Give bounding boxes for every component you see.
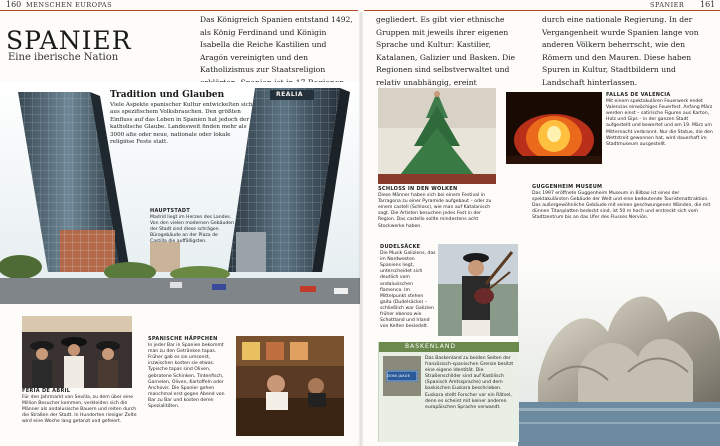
street-sign-text: DONI JAKUE bbox=[387, 374, 411, 378]
tapas-bar-photo bbox=[236, 336, 344, 436]
caption-hauptstadt-text: Madrid liegt im Herzen des Landes. Von den vielen modernen Gebäuden der Stadt sind diese schrägen Bürogebäude an der Plaza de Castilla die auffälligsten. bbox=[150, 215, 235, 245]
left-section-title: MENSCHEN EUROPAS bbox=[26, 1, 113, 9]
caption-schloss-text: Diese Männer haben sich bei einem Festival in Tarragona zu einer Pyramide aufgebaut – oder zu einem castell (Schloss), wie man auf Katalanisch sagt. Die Artisten besuchen jedes Fest in der Region. Das castello sollte mindestens acht Stockwerke haben. bbox=[378, 193, 492, 229]
tradition-text: Viele Aspekte spanischer Kultur entwickelten sich aus spezifischem Volksbrauchen. Den größten Einfluss auf das Leben in Spanien hat jedoch der katholische Glaube. Landesweit finden mehr als 3000 alte oder neue, nationale oder lokale religiöse Feste statt. bbox=[110, 102, 253, 146]
caption-guggenheim-text: Das 1997 eröffnete Guggenheim Museum in Bilbao ist eines der spektakulärsten Gebäude der Welt und eine bedeutende Touristenattraktion. Das außergewöhnliche Gebäude mit seinen geschwungenen Wänden, die mit dünnen Titanplatten bedeckt sind, ist 50 m hoch und erstreckt sich vom Stadtzentrum bis an das Ufer des Flusses Nervión. bbox=[532, 191, 711, 221]
intro-column-3: durch eine nationale Regierung. In der Vergangenheit wurde Spanien lange von anderen Völkern beherrscht, wie den Römern und den Mauren. Diese haben Spuren in Kultur, Stadtbildern und Landschaft hinterlassen. bbox=[542, 15, 699, 87]
bagpiper-photo bbox=[438, 244, 518, 336]
caption-fallas-heading: FALLAS DE VALENCIA bbox=[606, 92, 671, 98]
caption-dudelsaecke-text: Die Musik Galiziens, das im Nordwesten Spaniens liegt, unterscheidet sich deutlich vom andalusischen flamenco. Im Mittelpunkt stehen gaita (Dudelsäcke) – schließlich war Galizien früher ebenso wie Schottland und Irland von Kelten besiedelt. bbox=[380, 251, 436, 330]
caption-feria bbox=[22, 388, 137, 426]
caption-dudelsaecke-heading: DUDELSÄCKE bbox=[380, 244, 421, 250]
caption-feria-heading: FERIA DE ABRIL bbox=[22, 388, 71, 394]
header-rule-left bbox=[0, 10, 358, 11]
caption-hauptstadt bbox=[150, 208, 236, 246]
caption-schloss-heading: SCHLOSS IN DEN WOLKEN bbox=[378, 186, 458, 192]
caption-fallas-text: Mit einem spektakulären Feuerwerk endet Valencias einwöchiges Feuerfest. Anfang März werden einst – satirische Figuren aus Karton, Holz und Gips – in der ganzen Stadt aufgestellt und bewertet und am 19. März um Mitternacht verbrannt. Nur die Statue, die den Wettstreit gewonnen hat, wird dauerhaft im Stadtmuseum ausgestellt. bbox=[606, 99, 713, 147]
page-subtitle: Eine iberische Nation bbox=[8, 52, 119, 63]
header-rule-right bbox=[364, 10, 720, 11]
feria-photo bbox=[22, 316, 132, 388]
caption-fallas bbox=[606, 92, 714, 148]
right-page-number: 161 bbox=[700, 0, 716, 9]
caption-haeppchen-heading: SPANISCHE HÄPPCHEN bbox=[148, 336, 218, 342]
tradition-section bbox=[110, 90, 255, 146]
baskenland-box bbox=[378, 342, 519, 442]
baskenland-heading: BASKENLAND bbox=[379, 342, 519, 352]
intro-column-1: Das Königreich Spanien entstand 1492, als König Ferdinand und Königin Isabella die Reiche Kastilien und Aragón vereinigten und den Katholizismus zur Staatsreligion bbox=[200, 15, 353, 75]
caption-feria-text: Für den Jahrmarkt von Sevilla, zu dem über eine Million Besucher kommen, verkleiden sich die Männer als andalusische Bauern und reiten durch die Straßen der Stadt. In Hunderten riesiger Zelte wird eine Woche lang getanzt und gefeiert. bbox=[22, 395, 137, 425]
book-gutter bbox=[358, 12, 364, 446]
left-page-number: 160 bbox=[6, 0, 22, 9]
caption-schloss bbox=[378, 186, 496, 230]
intro-column-2: gegliedert. Es gibt vier ethnische Gruppen mit jeweils ihrer eigenen Sprache und Kultur: Kastilier, Katalanen, Galizier und Basken. Die Regionen sind selbstverwaltet und relativ unabhängig, ereint bbox=[376, 15, 516, 87]
caption-haeppchen-text: In jeder Bar in Spanien bekommt man zu den Getränken tapas. Früher gab es sie umsonst, inzwischen kosten sie etwas. Typische tapas sind Oliven, gebratene Schinken, Tintenfisch, Garnelen, Oliven, Kartoffeln oder Anchovis. Die Spanier gehen manchmal erst gegen Abend von Bar zu Bar und kosten deren Spezialitäten. bbox=[148, 343, 225, 410]
caption-guggenheim bbox=[532, 184, 712, 222]
human-tower-photo bbox=[378, 88, 496, 184]
guggenheim-photo bbox=[518, 262, 720, 446]
right-section-title: SPANIER bbox=[650, 1, 685, 9]
baskenland-text: Das Baskenland zu beiden Seiten der französisch-spanischen Grenze besitzt eine eigene Identität. Die Straßenschilder sind auf Kastilisch (Spanisch Amtssprache) und dem baskischen Euskara beschrieben. Euskara stellt Forscher vor ein Rätsel, denn es scheint mit keiner anderen europäischen Sprache verwandt. bbox=[425, 356, 514, 410]
realia-sign: REALIA bbox=[276, 91, 304, 98]
page-title: SPANIER bbox=[6, 26, 132, 55]
caption-dudelsaecke bbox=[380, 244, 436, 330]
fallas-fire-photo bbox=[506, 92, 602, 164]
caption-haeppchen bbox=[148, 336, 232, 410]
caption-guggenheim-heading: GUGGENHEIM MUSEUM bbox=[532, 184, 603, 190]
tradition-heading: Tradition und Glauben bbox=[110, 90, 225, 100]
caption-hauptstadt-heading: HAUPTSTADT bbox=[150, 208, 191, 214]
